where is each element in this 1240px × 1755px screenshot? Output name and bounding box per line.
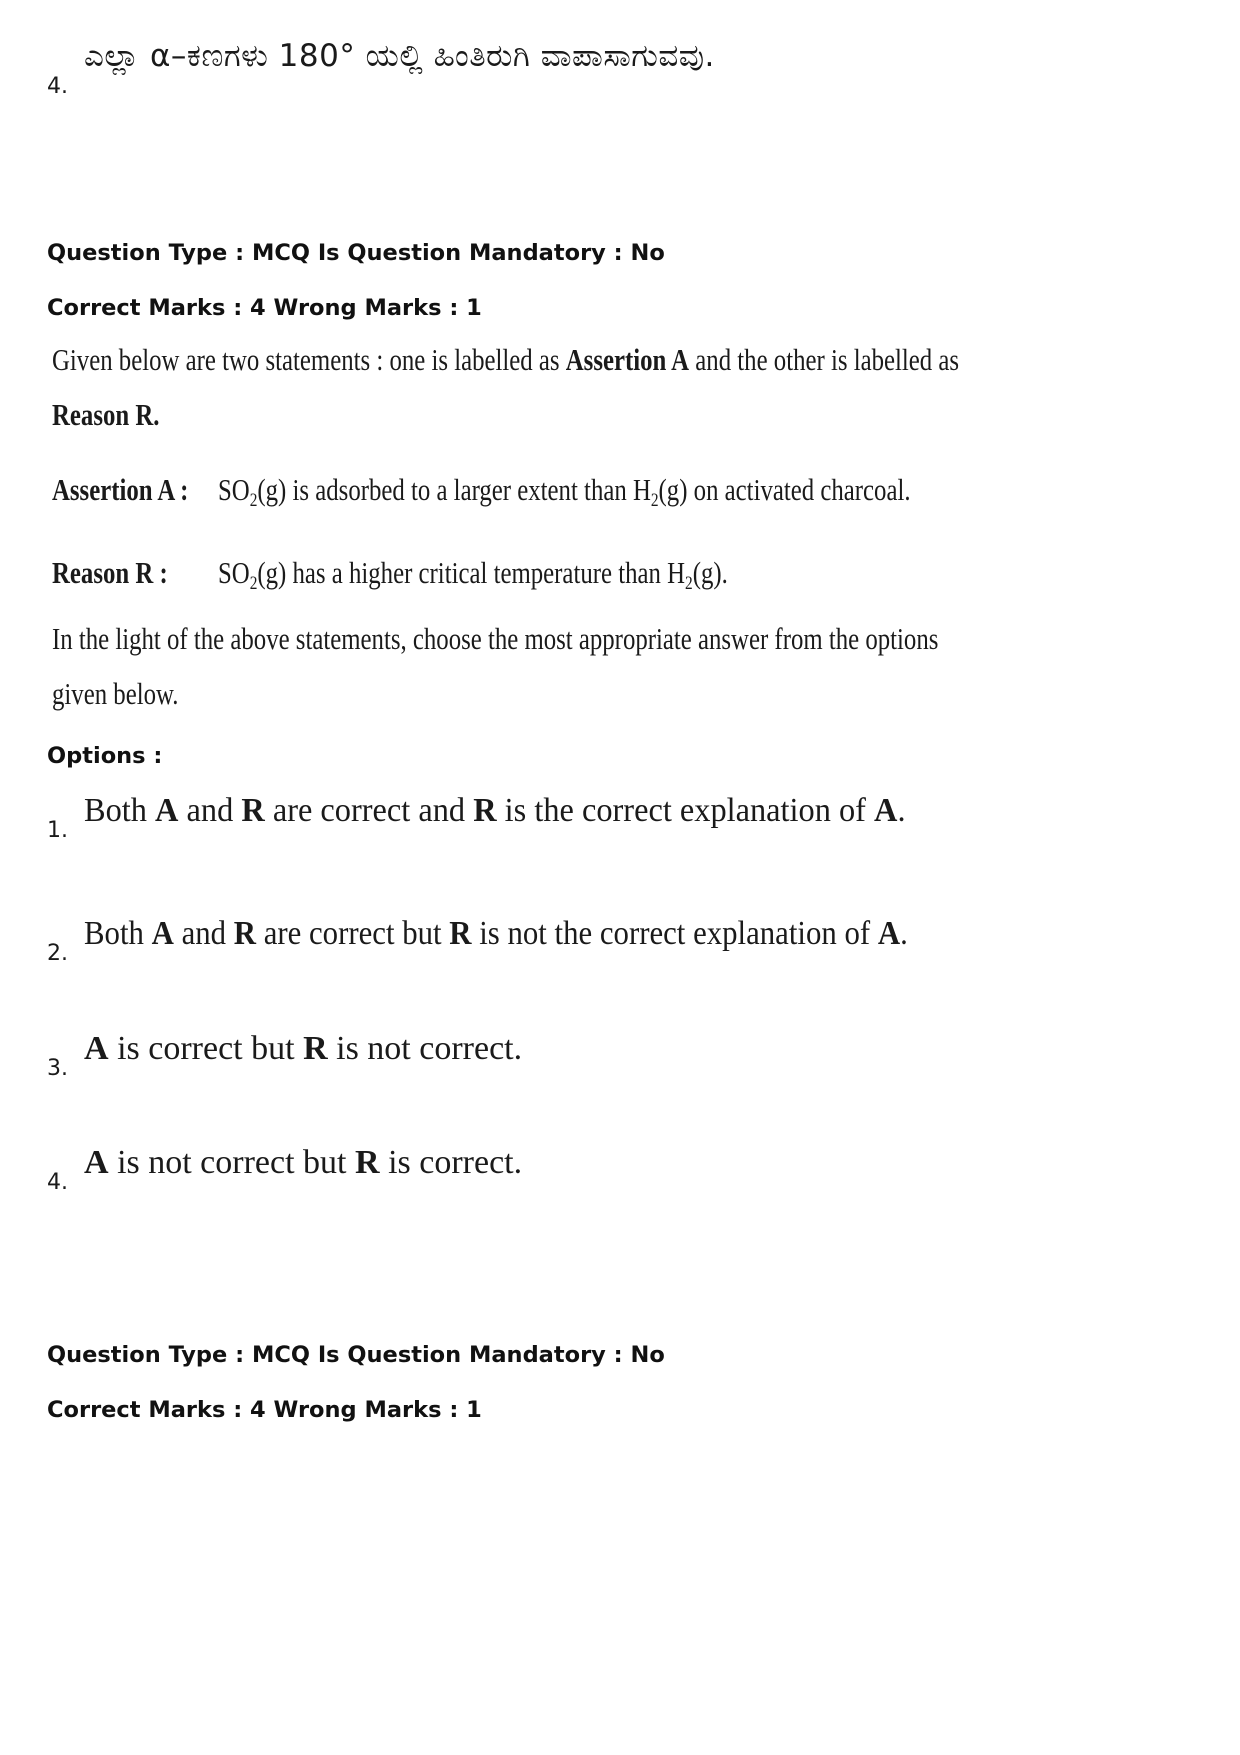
option-text: Both A and R are correct and R is the correct explanation of A.: [84, 792, 906, 829]
option-number: 4.: [47, 1170, 68, 1195]
option-text: A is correct but R is not correct.: [84, 1030, 523, 1067]
option-text: Both A and R are correct but R is not the correct explanation of A.: [84, 915, 908, 952]
question-intro-line-1: Given below are two statements : one is labelled as Assertion A and the other is labelled as: [52, 342, 960, 377]
option-number: 4.: [47, 74, 68, 99]
option-number: 2.: [47, 941, 68, 966]
question-type-line: Question Type : MCQ Is Question Mandatory : No: [47, 240, 665, 266]
options-heading: Options :: [47, 743, 163, 769]
option-number: 3.: [47, 1056, 68, 1081]
next-question-type-line: Question Type : MCQ Is Question Mandatory : No: [47, 1342, 665, 1368]
question-intro-line-2: Reason R.: [52, 397, 160, 432]
reason-text: $SO_2(g)$ has a higher critical temperature than $H_2(g)$.: [218, 555, 728, 595]
reason-label: Reason R :: [52, 555, 168, 590]
assertion-text: $SO_2(g)$ is adsorbed to a larger extent than $H_2(g)$ on activated charcoal.: [218, 472, 911, 512]
option-text: ಎಲ್ಲಾ α–ಕಣಗಳು 180° ಯಲ್ಲಿ ಹಿಂತಿರುಗಿ ವಾಪಾಸಾಗುವವು.: [84, 38, 715, 74]
assertion-label: Assertion A :: [52, 472, 189, 507]
option-text: A is not correct but R is correct.: [84, 1144, 523, 1181]
instruction-line-2: given below.: [52, 676, 179, 711]
option-number: 1.: [47, 818, 68, 843]
instruction-line-1: In the light of the above statements, choose the most appropriate answer from the options: [52, 621, 939, 656]
next-marks-line: Correct Marks : 4 Wrong Marks : 1: [47, 1397, 482, 1423]
marks-line: Correct Marks : 4 Wrong Marks : 1: [47, 295, 482, 321]
